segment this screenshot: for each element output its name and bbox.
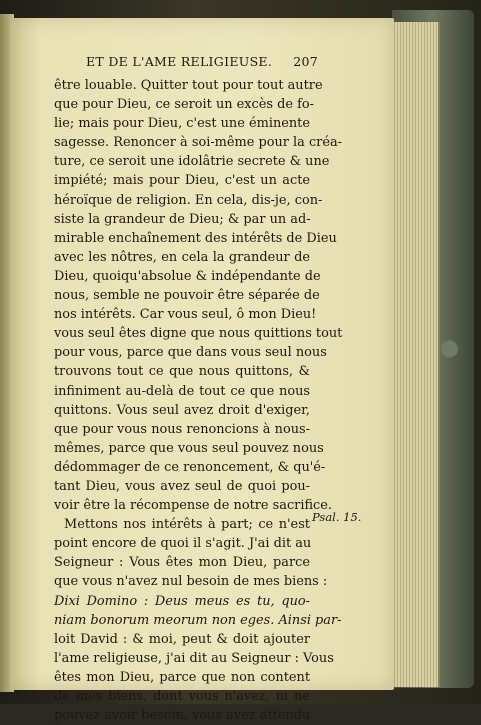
text-line: avec les nôtres, en cela la grandeur de (54, 249, 310, 265)
text-line: héroïque de religion. En cela, dis-je, con- (54, 192, 323, 208)
text-line: être louable. Quitter tout pour tout autre (54, 78, 323, 93)
text-line: nous, semble ne pouvoir être séparée de (54, 288, 320, 304)
text-line: impiété; mais pour Dieu, c'est un acte (54, 173, 310, 189)
margin-reference: Psal. 15. (312, 510, 362, 524)
text-line: siste la grandeur de Dieu; & par un ad- (54, 211, 311, 227)
text-line: êtes mon Dieu, parce que non content (54, 669, 310, 685)
running-header (86, 54, 318, 69)
text-line: que pour vous nous renoncions à nous- (54, 421, 310, 437)
text-line: que pour Dieu, ce seroit un excès de fo- (54, 97, 314, 113)
text-line: nos intérêts. Car vous seul, ô mon Dieu! (54, 307, 317, 323)
text-line: mêmes, parce que vous seul pouvez nous (54, 440, 324, 456)
text-line: dédommager de ce renoncement, & qu'é- (54, 459, 326, 475)
text-line: vous seul êtes digne que nous quittions tout (54, 326, 343, 342)
text-line: de mes biens, dont vous n'avez, ni ne (54, 689, 310, 704)
text-line: trouvons tout ce que nous quittons, & (54, 364, 310, 380)
text-line: Mettons nos intérêts à part; ce n'est (64, 517, 310, 533)
text-line: que vous n'avez nul besoin de mes biens : (54, 574, 328, 590)
page-number: 207 (293, 54, 318, 69)
text-line: l'ame religieuse, j'ai dit au Seigneur : Vous (54, 650, 334, 666)
text-line: pour vous, parce que dans vous seul nous (54, 345, 327, 361)
text-line: quittons. Vous seul avez droit d'exiger, (54, 402, 310, 418)
text-line: sagesse. Renoncer à soi-même pour la créa- (54, 135, 343, 151)
text-line: infiniment au-delà de tout ce que nous (54, 383, 310, 399)
text-line: Seigneur : Vous êtes mon Dieu, parce (54, 555, 310, 571)
text-line: point encore de quoi il s'agit. J'ai dit au (54, 536, 312, 552)
text-line: Dieu, quoiqu'absolue & indépendante de (54, 268, 321, 284)
latin-quote-line: niam bonorum meorum non eges. Ainsi par- (54, 612, 342, 628)
text-line: mirable enchaînement des intérêts de Dieu (54, 230, 337, 246)
text-line: pouvez avoir besoin, vous avez attendu (54, 708, 311, 724)
text-line: tant Dieu, vous avez seul de quoi pou- (54, 478, 310, 494)
running-title: ET DE L'AME RELIGIEUSE. (86, 54, 273, 69)
latin-quote-line: Dixi Domino : Deus meus es tu, quo- (54, 593, 310, 609)
text-line: voir être la récompense de notre sacrifice. (54, 498, 333, 514)
text-line: lie; mais pour Dieu, c'est une éminente (54, 116, 310, 132)
text-line: loit David : & moi, peut & doit ajouter (54, 631, 310, 647)
text-line: ture, ce seroit une idolâtrie secrete & une (54, 154, 330, 170)
page-edges (386, 22, 440, 687)
